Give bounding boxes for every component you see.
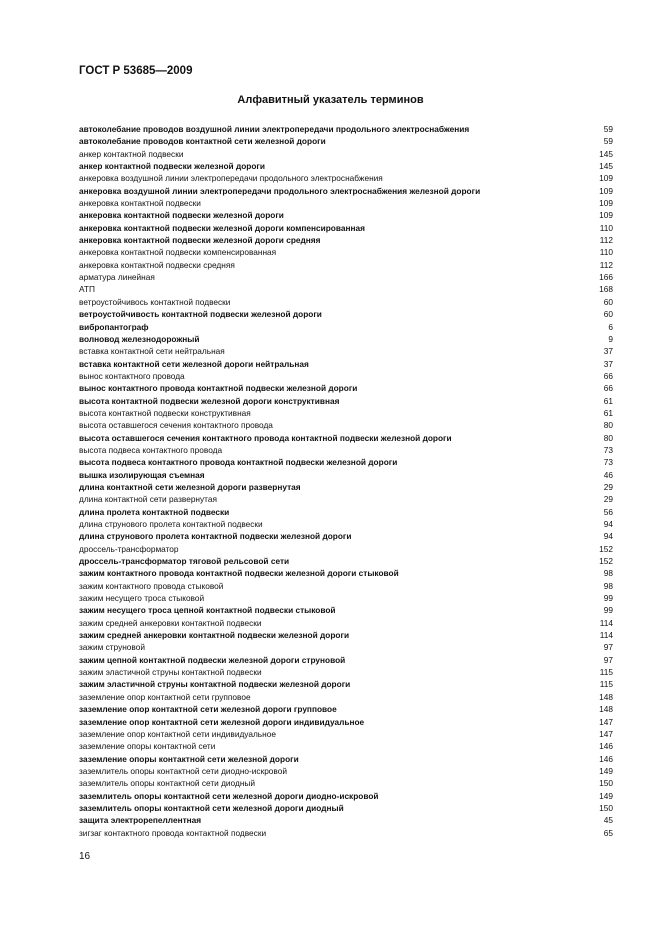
index-page-ref: 166	[599, 272, 613, 283]
index-page-ref: 149	[599, 790, 613, 801]
index-term: зажим струновой	[79, 642, 145, 653]
index-page-ref: 59	[603, 124, 613, 134]
index-term: вставка контактной сети нейтральная	[79, 346, 225, 357]
index-page-ref: 66	[603, 383, 613, 394]
index-term: анкер контактной подвески железной дороги	[79, 161, 265, 172]
index-page-ref: 60	[603, 296, 613, 307]
index-page-ref: 145	[599, 148, 613, 159]
index-entry	[79, 753, 613, 765]
index-page-ref: 115	[599, 679, 613, 690]
index-entry	[79, 283, 613, 295]
index-term: зажим средней анкеровки контактной подвески железной дороги	[79, 630, 350, 641]
index-entry	[79, 728, 613, 740]
index-term: высота контактной подвески конструктивная	[79, 407, 251, 418]
index-entry	[79, 209, 613, 221]
index-page-ref: 98	[603, 568, 613, 579]
index-entry	[79, 592, 613, 604]
index-entry	[79, 814, 613, 826]
index-page-ref: 150	[599, 778, 613, 789]
index-term: заземление опоры контактной сети железной дороги	[79, 753, 299, 764]
index-page-ref: 147	[599, 716, 613, 727]
index-page-ref: 59	[603, 136, 613, 147]
index-entry	[79, 407, 613, 419]
index-page-ref: 37	[603, 346, 613, 357]
index-entry	[79, 691, 613, 703]
index-term: заземление опор контактной сети железной дороги групповое	[79, 704, 337, 715]
index-entry	[79, 321, 613, 333]
index-entry	[79, 296, 613, 308]
index-term: зажим несущего троса цепной контактной подвески стыковой	[79, 605, 336, 616]
index-entry	[79, 160, 613, 172]
index-term: вставка контактной сети железной дороги нейтральная	[79, 358, 309, 369]
index-page-ref: 99	[603, 605, 613, 616]
index-page-ref: 6	[608, 321, 613, 332]
index-page-ref: 46	[603, 469, 613, 480]
index-entry	[79, 185, 613, 197]
index-page-ref: 147	[599, 728, 613, 739]
index-page-ref: 97	[603, 654, 613, 665]
index-page-ref: 109	[599, 198, 613, 209]
index-page-ref: 65	[603, 827, 613, 838]
index-title: Алфавитный указатель терминов	[237, 94, 424, 106]
index-page-ref: 61	[603, 407, 613, 418]
index-entry	[79, 716, 613, 728]
index-entry	[79, 506, 613, 518]
index-term: длина контактной сети железной дороги развернутая	[79, 481, 301, 492]
index-entry	[79, 432, 613, 444]
index-term: длина пролета контактной подвески	[79, 506, 230, 517]
index-page-ref: 98	[603, 580, 613, 591]
index-entry	[79, 493, 613, 505]
index-entry	[79, 678, 613, 690]
index-entry	[79, 259, 613, 271]
index-term: анкер контактной подвески	[79, 148, 184, 159]
index-page-ref: 145	[599, 161, 613, 172]
index-term: защита электрорепеллентная	[79, 815, 202, 826]
index-page-ref: 109	[599, 210, 613, 221]
index-term: заземлитель опоры контактной сети железной дороги диодно-искровой	[79, 790, 379, 801]
index-term: зажим контактного провода контактной подвески железной дороги стыковой	[79, 568, 399, 579]
index-term: заземлитель опоры контактной сети диодный	[79, 778, 256, 789]
index-term: зажим эластичной струны контактной подвески железной дороги	[79, 679, 351, 690]
index-page-ref: 66	[603, 370, 613, 381]
index-term: высота подвеса контактного провода контактной подвески железной дороги	[79, 457, 398, 468]
index-entry	[79, 395, 613, 407]
index-term: анкеровка контактной подвески компенсированная	[79, 247, 277, 258]
index-term: анкеровка контактной подвески средняя	[79, 259, 235, 270]
index-entry	[79, 123, 613, 135]
index-entry	[79, 333, 613, 345]
index-entry	[79, 641, 613, 653]
index-term: вибропантограф	[79, 321, 149, 332]
index-entry	[79, 370, 613, 382]
index-page-ref: 152	[599, 543, 613, 554]
index-term: АТП	[79, 284, 95, 295]
index-term: ветроустойчивость контактной подвески железной дороги	[79, 309, 322, 320]
index-entry	[79, 543, 613, 555]
index-page-ref: 112	[599, 259, 613, 270]
index-page-ref: 152	[599, 556, 613, 567]
index-entry	[79, 345, 613, 357]
index-entry	[79, 148, 613, 160]
index-term: заземление опор контактной сети железной дороги индивидуальное	[79, 716, 365, 727]
index-page-ref: 110	[599, 222, 613, 233]
index-entry	[79, 135, 613, 147]
index-page-ref: 150	[599, 802, 613, 813]
index-entry	[79, 308, 613, 320]
index-term: анкеровка контактной подвески железной дороги компенсированная	[79, 222, 365, 233]
index-entry	[79, 617, 613, 629]
index-term: заземлитель опоры контактной сети железной дороги диодный	[79, 802, 344, 813]
index-term: зажим средней анкеровки контактной подвески	[79, 617, 262, 628]
index-entry	[79, 456, 613, 468]
index-entry	[79, 604, 613, 616]
index-page-ref: 115	[599, 667, 613, 678]
index-page-ref: 80	[603, 432, 613, 443]
index-page-ref: 60	[603, 309, 613, 320]
index-term: длина струнового пролета контактной подвески железной дороги	[79, 531, 352, 542]
index-term: вынос контактного провода	[79, 370, 185, 381]
index-page-ref: 37	[603, 358, 613, 369]
index-page-ref: 99	[603, 593, 613, 604]
index-page-ref: 73	[603, 444, 613, 455]
index-term: ветроустойчивось контактной подвески	[79, 296, 231, 307]
index-term: вышка изолирующая съемная	[79, 469, 205, 480]
index-entry	[79, 172, 613, 184]
index-page-ref: 112	[599, 235, 613, 246]
index-entry	[79, 222, 613, 234]
index-term: анкеровка контактной подвески железной дороги	[79, 210, 284, 221]
index-entry	[79, 197, 613, 209]
index-entry	[79, 666, 613, 678]
index-page-ref: 114	[599, 630, 613, 641]
index-term: анкеровка контактной подвески	[79, 198, 201, 209]
index-term: дроссель-трансформатор	[79, 543, 179, 554]
index-entry	[79, 530, 613, 542]
index-term: анкеровка контактной подвески железной дороги средняя	[79, 235, 321, 246]
index-page-ref: 146	[599, 753, 613, 764]
index-page-ref: 146	[599, 741, 613, 752]
index-term: высота контактной подвески железной дороги конструктивная	[79, 395, 340, 406]
index-page-ref: 45	[603, 815, 613, 826]
index-term: зажим эластичной струны контактной подвески	[79, 667, 262, 678]
index-entry	[79, 469, 613, 481]
index-entry	[79, 271, 613, 283]
index-entry	[79, 654, 613, 666]
index-term: высота оставшегося сечения контактного провода	[79, 420, 273, 431]
index-entry	[79, 567, 613, 579]
index-page-ref: 56	[603, 506, 613, 517]
index-entry	[79, 555, 613, 567]
index-entry	[79, 703, 613, 715]
index-term: заземлитель опоры контактной сети диодно-искровой	[79, 765, 287, 776]
index-entry	[79, 827, 613, 839]
index-page-ref: 148	[599, 704, 613, 715]
index-term: автоколебание проводов контактной сети железной дороги	[79, 136, 326, 147]
index-entry	[79, 246, 613, 258]
index-page-ref: 94	[603, 519, 613, 529]
index-entry	[79, 740, 613, 752]
index-entry	[79, 629, 613, 641]
index-term: анкеровка воздушной линии электропередачи продольного электроснабжения	[79, 173, 383, 184]
index-term: зигзаг контактного провода контактной подвески	[79, 827, 267, 838]
index-term: заземление опор контактной сети групповое	[79, 691, 251, 702]
index-term: заземление опор контактной сети индивидуальное	[79, 728, 276, 739]
index-page-ref: 109	[599, 173, 613, 184]
index-term: дроссель-трансформатор тяговой рельсовой сети	[79, 556, 290, 567]
index-entry	[79, 358, 613, 370]
index-page-ref: 9	[608, 333, 613, 344]
index-term: анкеровка воздушной линии электропередачи продольного электроснабжения железной дороги	[79, 185, 481, 196]
index-term: зажим контактного провода стыковой	[79, 580, 224, 591]
index-entry	[79, 765, 613, 777]
index-term: высота подвеса контактного провода	[79, 444, 223, 455]
index-page-ref: 29	[603, 494, 613, 505]
index-entry	[79, 234, 613, 246]
index-term: вынос контактного провода контактной подвески железной дороги	[79, 383, 358, 394]
index-page-ref: 148	[599, 691, 613, 702]
index-page-ref: 94	[603, 531, 613, 542]
page-number: 16	[79, 851, 91, 862]
index-term: заземление опоры контактной сети	[79, 741, 216, 752]
index-entries	[79, 123, 613, 839]
index-entry	[79, 444, 613, 456]
index-page-ref: 80	[603, 420, 613, 431]
index-page-ref: 149	[599, 765, 613, 776]
index-entry	[79, 419, 613, 431]
index-term: арматура линейная	[79, 272, 155, 283]
index-term: длина контактной сети развернутая	[79, 494, 217, 505]
index-term: высота оставшегося сечения контактного провода контактной подвески железной дороги	[79, 432, 452, 443]
document-header: ГОСТ Р 53685—2009	[79, 65, 193, 77]
index-page-ref: 97	[603, 642, 613, 653]
index-entry	[79, 481, 613, 493]
index-term: длина струнового пролета контактной подвески	[79, 519, 263, 529]
index-page-ref: 61	[603, 395, 613, 406]
index-term: волновод железнодорожный	[79, 333, 200, 344]
index-term: зажим несущего троса стыковой	[79, 593, 205, 604]
index-entry	[79, 802, 613, 814]
index-page-ref: 110	[599, 247, 613, 258]
index-entry	[79, 777, 613, 789]
index-entry	[79, 580, 613, 592]
index-term: автоколебание проводов воздушной линии электропередачи продольного электроснабжения	[79, 124, 470, 134]
index-entry	[79, 790, 613, 802]
index-page-ref: 29	[603, 481, 613, 492]
index-entry	[79, 518, 613, 530]
index-entry	[79, 382, 613, 394]
index-page-ref: 114	[599, 617, 613, 628]
index-page-ref: 168	[599, 284, 613, 295]
index-term: зажим цепной контактной подвески железной дороги струновой	[79, 654, 346, 665]
index-page-ref: 109	[599, 185, 613, 196]
index-page-ref: 73	[603, 457, 613, 468]
